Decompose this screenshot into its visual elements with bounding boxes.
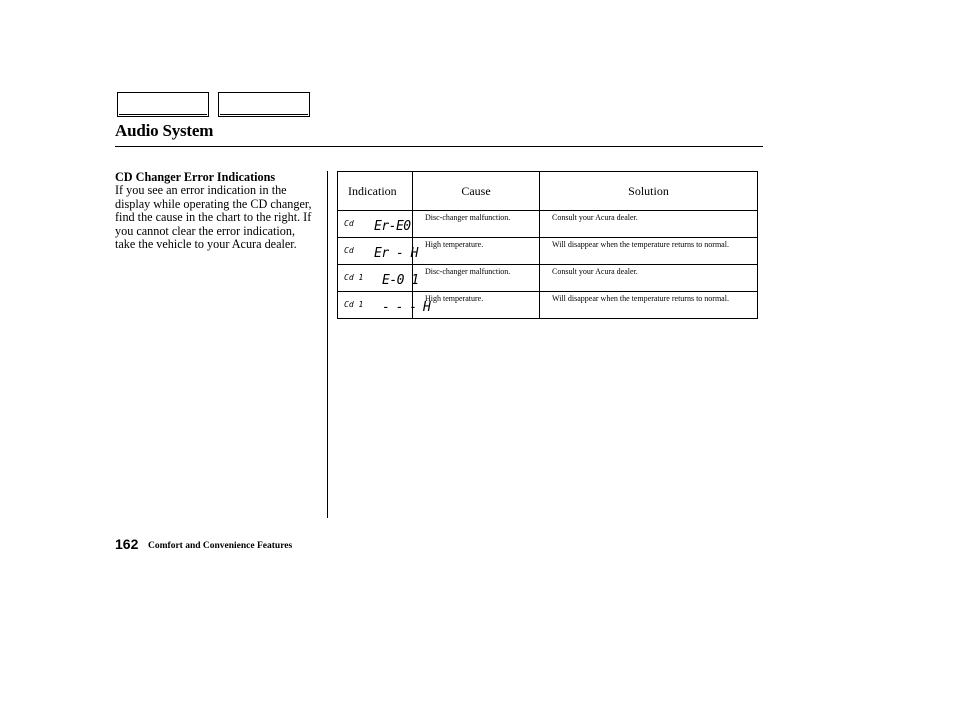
indication-cell [338,238,418,265]
solution-cell: Will disappear when the temperature returns to normal. [540,292,758,319]
table-header-row [338,172,758,211]
cause-cell: High temperature. [413,238,540,265]
lcd-code: Er - H [374,246,418,261]
title-rule [115,146,763,147]
table-row [338,238,758,265]
indication-cell [338,211,413,238]
header-indication: Indication [338,172,413,211]
lcd-prefix: Cd 1 [344,273,364,282]
table-row [338,292,758,319]
lcd-display-icon [338,238,418,264]
column-divider [327,171,328,518]
error-table [337,171,758,319]
cause-cell: Disc-changer malfunction. [413,211,540,238]
header-tab-box-1 [117,92,209,117]
solution-cell: Consult your Acura dealer. [540,211,758,238]
lcd-code: - - - H [382,300,430,315]
left-body: If you see an error indication in the display while operating the CD changer, find the cause in the chart to the right. If you cannot clear the error indication, take the vehicle to your Acura dealer. [115,183,312,252]
indication-cell [338,292,430,319]
lcd-prefix: Cd [344,219,354,228]
lcd-prefix: Cd 1 [344,300,364,309]
solution-cell: Will disappear when the temperature returns to normal. [540,238,758,265]
lcd-display-icon [338,211,412,237]
header-cause: Cause [413,172,540,211]
lcd-code: Er-E0 [374,219,411,234]
left-heading: CD Changer Error Indications [115,170,276,184]
lcd-display-icon [338,292,430,318]
cause-cell: Disc-changer malfunction. [413,265,540,292]
lcd-code: E-0 1 [382,273,419,288]
lcd-prefix: Cd [344,246,354,255]
header-tab-box-2 [218,92,310,117]
header-solution: Solution [540,172,758,211]
footer-chapter-title: Comfort and Convenience Features [148,541,293,551]
page-number: 162 [115,536,139,552]
indication-cell [338,265,419,292]
cause-cell: High temperature. [413,292,540,319]
lcd-display-icon [338,265,419,291]
section-title: Audio System [115,121,214,140]
table-row [338,265,758,292]
table-row [338,211,758,238]
solution-cell: Consult your Acura dealer. [540,265,758,292]
left-column [115,171,315,251]
